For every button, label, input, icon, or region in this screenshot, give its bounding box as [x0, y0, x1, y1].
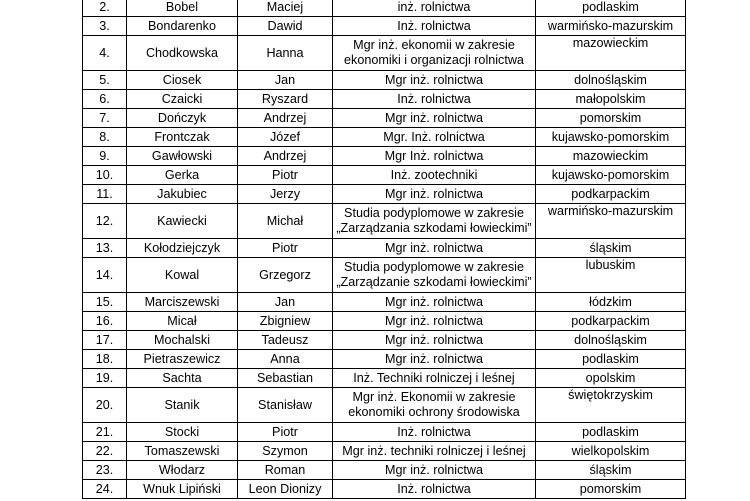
row-number-cell: 11. [83, 185, 127, 204]
education-cell: Mgr inż. rolnictwa [333, 71, 536, 90]
first-name-cell: Szymon [238, 442, 333, 461]
table-row [83, 204, 686, 239]
row-number-cell: 2. [83, 0, 127, 17]
first-name-cell: Roman [238, 461, 333, 480]
first-name-cell: Tadeusz [238, 331, 333, 350]
first-name-cell: Jerzy [238, 185, 333, 204]
table-row [83, 90, 686, 109]
surname-cell: Kawiecki [127, 204, 238, 239]
surname-cell: Kołodziejczyk [127, 239, 238, 258]
table-row [83, 185, 686, 204]
voivodeship-cell: podlaskim [536, 0, 686, 17]
table-row [83, 17, 686, 36]
surname-cell: Gawłowski [127, 147, 238, 166]
voivodeship-cell: wielkopolskim [536, 442, 686, 461]
row-number-cell: 12. [83, 204, 127, 239]
first-name-cell: Piotr [238, 239, 333, 258]
education-cell: Mgr Inż. rolnictwa [333, 147, 536, 166]
voivodeship-cell: pomorskim [536, 480, 686, 499]
surname-cell: Wnuk Lipiński [127, 480, 238, 499]
education-cell: Mgr inż. Ekonomii w zakresie ekonomiki ochrony środowiska [333, 388, 536, 423]
education-cell: Inż. zootechniki [333, 166, 536, 185]
surname-cell: Pietraszewicz [127, 350, 238, 369]
voivodeship-cell: podkarpackim [536, 312, 686, 331]
education-cell: Mgr inż. rolnictwa [333, 185, 536, 204]
education-cell: Mgr. Inż. rolnictwa [333, 128, 536, 147]
voivodeship-cell: śląskim [536, 461, 686, 480]
voivodeship-cell: podlaskim [536, 423, 686, 442]
row-number-cell: 16. [83, 312, 127, 331]
first-name-cell: Grzegorz [238, 258, 333, 293]
voivodeship-cell: warmińsko-mazurskim [536, 17, 686, 36]
surname-cell: Włodarz [127, 461, 238, 480]
education-cell: Mgr inż. rolnictwa [333, 461, 536, 480]
education-cell: Mgr inż. rolnictwa [333, 293, 536, 312]
row-number-cell: 19. [83, 369, 127, 388]
voivodeship-cell: małopolskim [536, 90, 686, 109]
table-row [83, 293, 686, 312]
row-number-cell: 3. [83, 17, 127, 36]
surname-cell: Frontczak [127, 128, 238, 147]
education-cell: Studia podyplomowe w zakresie „Zarządzania szkodami łowieckimi” [333, 204, 536, 239]
first-name-cell: Zbigniew [238, 312, 333, 331]
education-cell: Inż. rolnictwa [333, 90, 536, 109]
row-number-cell: 5. [83, 71, 127, 90]
voivodeship-cell: pomorskim [536, 109, 686, 128]
table-row [83, 147, 686, 166]
row-number-cell: 20. [83, 388, 127, 423]
document-page [82, 0, 685, 499]
experts-table [82, 0, 686, 499]
first-name-cell: Jan [238, 71, 333, 90]
table-row [83, 331, 686, 350]
row-number-cell: 14. [83, 258, 127, 293]
voivodeship-cell: podlaskim [536, 350, 686, 369]
table-row [83, 442, 686, 461]
first-name-cell: Anna [238, 350, 333, 369]
surname-cell: Marciszewski [127, 293, 238, 312]
table-row [83, 388, 686, 423]
row-number-cell: 10. [83, 166, 127, 185]
surname-cell: Dończyk [127, 109, 238, 128]
row-number-cell: 23. [83, 461, 127, 480]
experts-table-body [83, 0, 686, 499]
education-cell: inż. rolnictwa [333, 0, 536, 17]
table-row [83, 350, 686, 369]
first-name-cell: Andrzej [238, 147, 333, 166]
table-row [83, 480, 686, 499]
row-number-cell: 17. [83, 331, 127, 350]
education-cell: Mgr inż. techniki rolniczej i leśnej [333, 442, 536, 461]
voivodeship-cell: mazowieckim [536, 36, 686, 71]
row-number-cell: 6. [83, 90, 127, 109]
education-cell: Inż. rolnictwa [333, 17, 536, 36]
surname-cell: Jakubiec [127, 185, 238, 204]
education-cell: Mgr inż. ekonomii w zakresie ekonomiki i organizacji rolnictwa [333, 36, 536, 71]
table-row [83, 166, 686, 185]
first-name-cell: Hanna [238, 36, 333, 71]
row-number-cell: 9. [83, 147, 127, 166]
first-name-cell: Sebastian [238, 369, 333, 388]
education-cell: Inż. rolnictwa [333, 423, 536, 442]
table-row [83, 239, 686, 258]
row-number-cell: 18. [83, 350, 127, 369]
first-name-cell: Józef [238, 128, 333, 147]
surname-cell: Chodkowska [127, 36, 238, 71]
table-row [83, 109, 686, 128]
first-name-cell: Jan [238, 293, 333, 312]
row-number-cell: 4. [83, 36, 127, 71]
surname-cell: Micał [127, 312, 238, 331]
table-row [83, 461, 686, 480]
first-name-cell: Ryszard [238, 90, 333, 109]
row-number-cell: 7. [83, 109, 127, 128]
row-number-cell: 21. [83, 423, 127, 442]
voivodeship-cell: podkarpackim [536, 185, 686, 204]
table-row [83, 258, 686, 293]
surname-cell: Gerka [127, 166, 238, 185]
education-cell: Mgr inż. rolnictwa [333, 350, 536, 369]
surname-cell: Bobel [127, 0, 238, 17]
education-cell: Mgr inż. rolnictwa [333, 239, 536, 258]
table-row [83, 71, 686, 90]
surname-cell: Kowal [127, 258, 238, 293]
first-name-cell: Stanisław [238, 388, 333, 423]
surname-cell: Stanik [127, 388, 238, 423]
surname-cell: Bondarenko [127, 17, 238, 36]
row-number-cell: 22. [83, 442, 127, 461]
first-name-cell: Piotr [238, 423, 333, 442]
voivodeship-cell: świętokrzyskim [536, 388, 686, 423]
voivodeship-cell: łódzkim [536, 293, 686, 312]
voivodeship-cell: dolnośląskim [536, 331, 686, 350]
education-cell: Mgr inż. rolnictwa [333, 331, 536, 350]
voivodeship-cell: kujawsko-pomorskim [536, 128, 686, 147]
row-number-cell: 15. [83, 293, 127, 312]
voivodeship-cell: mazowieckim [536, 147, 686, 166]
table-row [83, 312, 686, 331]
first-name-cell: Dawid [238, 17, 333, 36]
voivodeship-cell: lubuskim [536, 258, 686, 293]
voivodeship-cell: opolskim [536, 369, 686, 388]
education-cell: Inż. rolnictwa [333, 480, 536, 499]
first-name-cell: Piotr [238, 166, 333, 185]
first-name-cell: Michał [238, 204, 333, 239]
surname-cell: Stocki [127, 423, 238, 442]
voivodeship-cell: warmińsko-mazurskim [536, 204, 686, 239]
table-row [83, 128, 686, 147]
row-number-cell: 8. [83, 128, 127, 147]
first-name-cell: Maciej [238, 0, 333, 17]
table-row [83, 0, 686, 17]
surname-cell: Sachta [127, 369, 238, 388]
education-cell: Mgr inż. rolnictwa [333, 312, 536, 331]
education-cell: Inż. Techniki rolniczej i leśnej [333, 369, 536, 388]
voivodeship-cell: kujawsko-pomorskim [536, 166, 686, 185]
voivodeship-cell: śląskim [536, 239, 686, 258]
surname-cell: Mochalski [127, 331, 238, 350]
row-number-cell: 24. [83, 480, 127, 499]
surname-cell: Czaicki [127, 90, 238, 109]
table-row [83, 423, 686, 442]
first-name-cell: Leon Dionizy [238, 480, 333, 499]
first-name-cell: Andrzej [238, 109, 333, 128]
table-row [83, 369, 686, 388]
voivodeship-cell: dolnośląskim [536, 71, 686, 90]
surname-cell: Tomaszewski [127, 442, 238, 461]
surname-cell: Ciosek [127, 71, 238, 90]
education-cell: Mgr inż. rolnictwa [333, 109, 536, 128]
row-number-cell: 13. [83, 239, 127, 258]
education-cell: Studia podyplomowe w zakresie „Zarządzanie szkodami łowieckimi” [333, 258, 536, 293]
table-row [83, 36, 686, 71]
